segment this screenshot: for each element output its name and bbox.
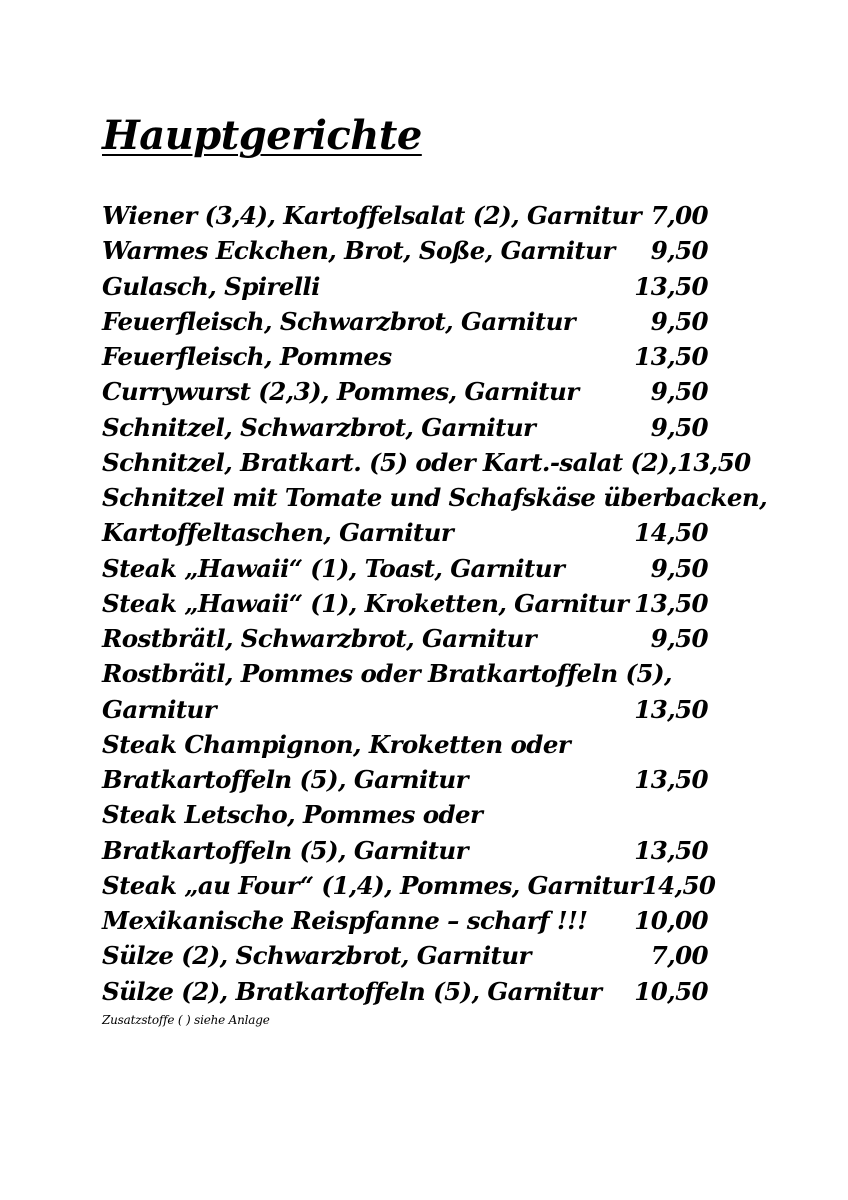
menu-item-price: 13,50 [634, 835, 708, 865]
menu-item [102, 762, 708, 797]
menu-item-price: 13,50 [634, 765, 708, 794]
menu-item [102, 374, 708, 409]
menu-item-price: 13,50 [676, 447, 751, 477]
menu-item [102, 410, 708, 445]
menu-item-label: Schnitzel mit Tomate und Schafskäse überbacken, [102, 483, 768, 512]
menu-item-price: 10,00 [634, 906, 708, 935]
menu-item [102, 233, 708, 268]
menu-item-price: 13,50 [634, 588, 708, 618]
menu-item [102, 833, 708, 868]
menu-list [102, 198, 768, 1009]
menu-item [102, 692, 708, 727]
menu-item [102, 656, 708, 691]
menu-item-label: Steak „Hawaii“ (1), Toast, Garnitur [102, 553, 565, 583]
menu-item-price: 9,50 [650, 553, 708, 583]
menu-item [102, 903, 708, 938]
menu-item-price: 9,50 [650, 624, 708, 653]
menu-item-price: 9,50 [650, 306, 708, 336]
menu-item-label: Schnitzel, Schwarzbrot, Garnitur [102, 412, 536, 442]
menu-item-label: Sülze (2), Bratkartoffeln (5), Garnitur [102, 976, 602, 1006]
menu-item [102, 727, 708, 762]
menu-item-label: Steak Champignon, Kroketten oder [102, 729, 571, 759]
menu-item-price: 10,50 [634, 976, 708, 1006]
additives-footnote: Zusatzstoffe ( ) siehe Anlage [102, 1013, 270, 1027]
menu-item-price: 13,50 [634, 271, 708, 301]
menu-item-label: Feuerfleisch, Pommes [102, 342, 392, 371]
menu-item-label: Bratkartoffeln (5), Garnitur [102, 765, 468, 794]
menu-item-label: Rostbrätl, Pommes oder Bratkartoffeln (5), [102, 659, 672, 689]
menu-item [102, 445, 751, 480]
menu-item-price: 7,00 [650, 941, 708, 971]
menu-item-label: Garnitur [102, 694, 217, 724]
menu-item-price: 14,50 [641, 870, 716, 900]
menu-item-label: Feuerfleisch, Schwarzbrot, Garnitur [102, 306, 576, 336]
menu-item [102, 586, 708, 621]
menu-item-label: Mexikanische Reispfanne – scharf !!! [102, 906, 588, 935]
menu-item-price: 13,50 [634, 342, 708, 371]
menu-item [102, 868, 716, 903]
menu-item [102, 938, 708, 973]
menu-item [102, 515, 708, 550]
menu-item [102, 480, 768, 515]
menu-item-price: 7,00 [650, 201, 708, 230]
menu-item-label: Steak Letscho, Pommes oder [102, 800, 483, 830]
menu-item-price: 13,50 [634, 694, 708, 724]
menu-item [102, 621, 708, 656]
menu-item-label: Steak „Hawaii“ (1), Kroketten, Garnitur [102, 588, 629, 618]
menu-item [102, 551, 708, 586]
menu-item [102, 304, 708, 339]
menu-item-label: Kartoffeltaschen, Garnitur [102, 518, 454, 548]
menu-item [102, 797, 708, 832]
menu-item-label: Gulasch, Spirelli [102, 271, 320, 301]
menu-item-label: Rostbrätl, Schwarzbrot, Garnitur [102, 624, 537, 653]
menu-item-price: 14,50 [634, 518, 708, 548]
menu-item-label: Warmes Eckchen, Brot, Soße, Garnitur [102, 236, 615, 266]
menu-item-label: Currywurst (2,3), Pommes, Garnitur [102, 377, 579, 407]
menu-item-label: Schnitzel, Bratkart. (5) oder Kart.-salat (2), [102, 447, 677, 477]
menu-item [102, 198, 708, 233]
menu-item-label: Wiener (3,4), Kartoffelsalat (2), Garnitur [102, 201, 642, 230]
menu-item [102, 269, 708, 304]
menu-item-label: Steak „au Four“ (1,4), Pommes, Garnitur [102, 870, 642, 900]
menu-item-price: 9,50 [650, 412, 708, 442]
menu-item-label: Bratkartoffeln (5), Garnitur [102, 835, 468, 865]
menu-item-label: Sülze (2), Schwarzbrot, Garnitur [102, 941, 531, 971]
menu-item [102, 974, 708, 1009]
menu-item-price: 9,50 [650, 377, 708, 407]
page-title: Hauptgerichte [102, 112, 422, 159]
menu-item-price: 9,50 [650, 236, 708, 266]
menu-item [102, 339, 708, 374]
